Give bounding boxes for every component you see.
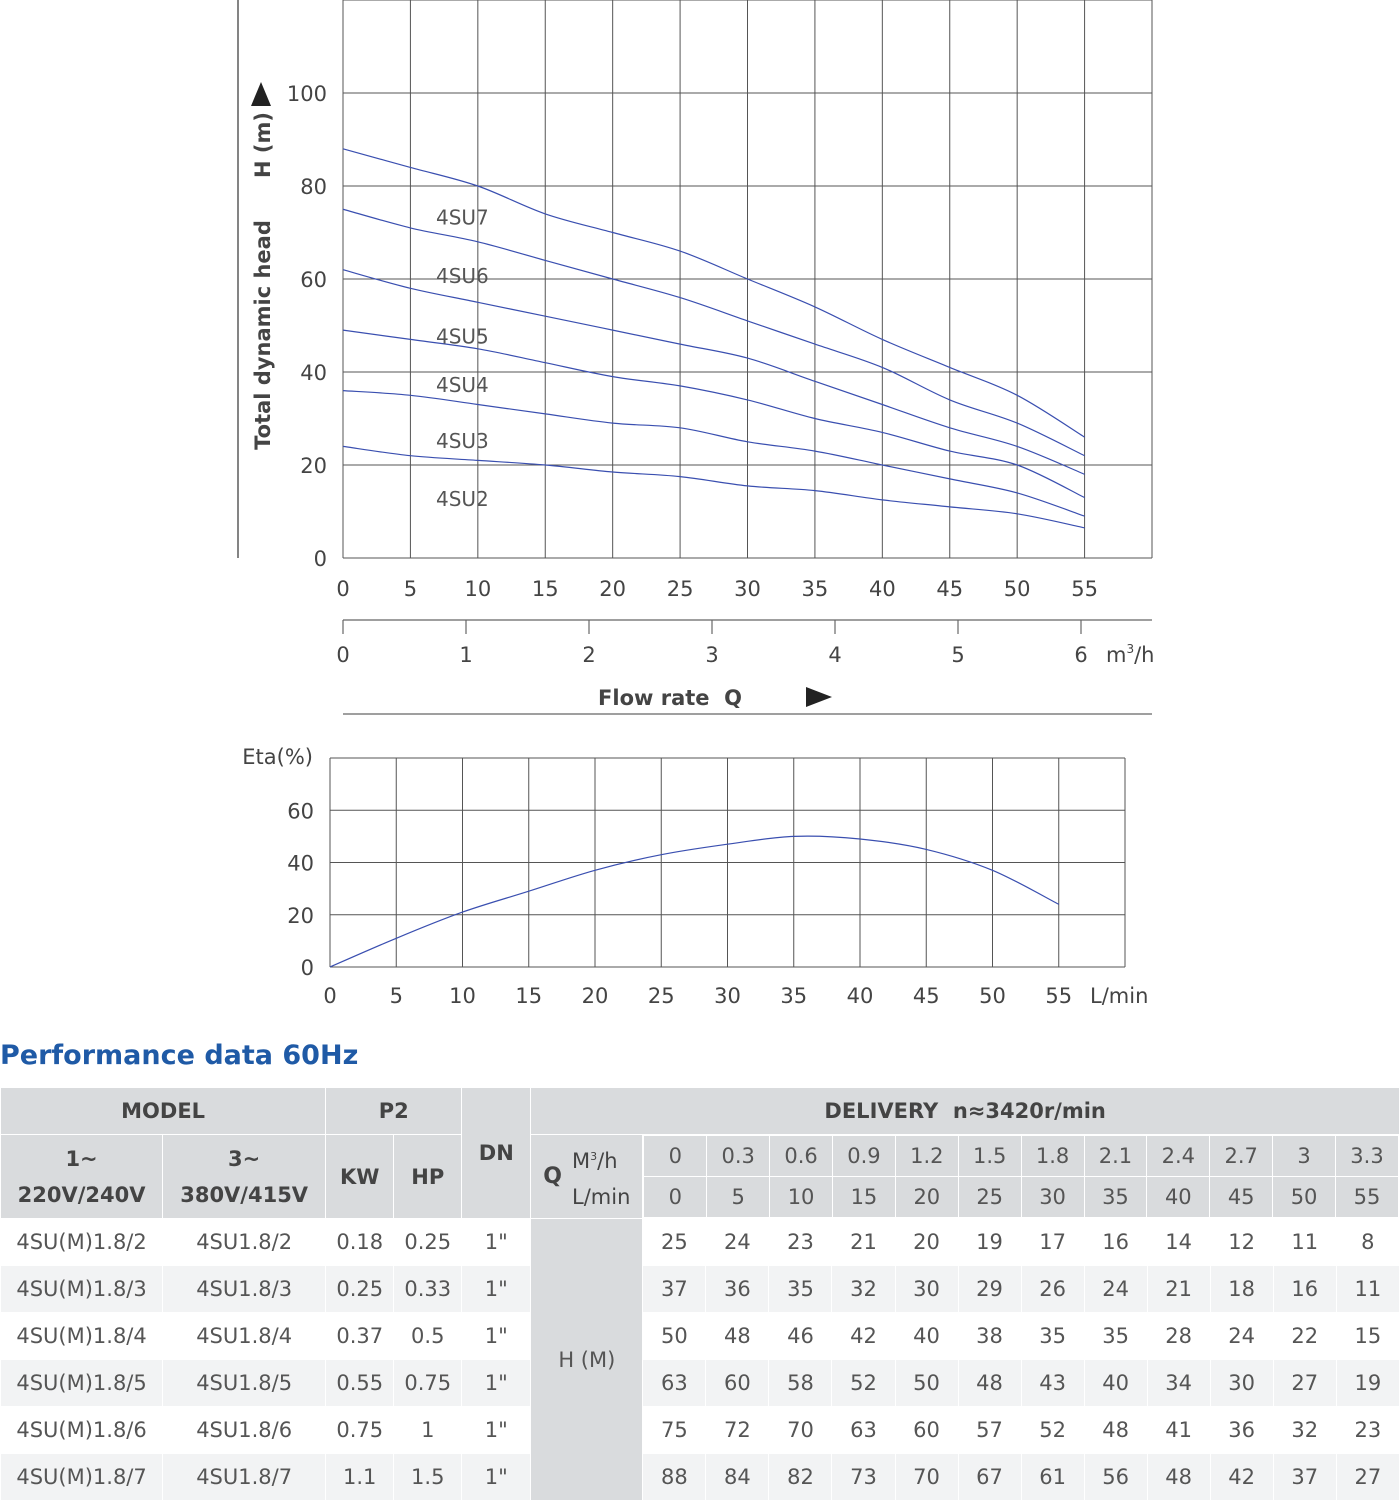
head-value: 41 [1147, 1407, 1210, 1454]
head-value: 34 [1147, 1360, 1210, 1407]
q-m3h-value: 2.1 [1084, 1136, 1147, 1177]
x-tick-label: 35 [801, 577, 829, 601]
x-tick-label: 25 [666, 577, 694, 601]
m3h-tick-label: 1 [459, 643, 473, 667]
head-value: 48 [706, 1313, 769, 1360]
head-chart-x-ticks [336, 577, 1098, 601]
m3h-axis-unit: $m^3/h$ [1106, 642, 1155, 667]
eta-chart-y-ticks [287, 799, 314, 980]
q-m3h-value: 0.3 [707, 1136, 770, 1177]
single-phase-voltage: 220V/240V [17, 1182, 146, 1207]
three-phase-symbol: 3~ [228, 1146, 261, 1171]
eta-y-tick-label: 20 [287, 903, 314, 928]
head-value: 15 [1336, 1313, 1399, 1360]
q-lmin-value: 30 [1021, 1177, 1084, 1218]
head-chart-y-label: Total dynamic head [251, 220, 275, 450]
power-hp: 1.5 [394, 1454, 462, 1501]
eta-x-tick-label: 20 [581, 984, 609, 1008]
y-tick-label: 80 [300, 175, 327, 199]
m3h-axis-ticks [336, 620, 1087, 667]
head-value: 25 [643, 1219, 706, 1266]
head-value: 38 [958, 1313, 1021, 1360]
head-value: 43 [1021, 1360, 1084, 1407]
head-value: 11 [1273, 1219, 1336, 1266]
head-value: 63 [643, 1360, 706, 1407]
eta-x-tick-label: 30 [714, 984, 741, 1008]
head-value: 32 [832, 1266, 895, 1313]
x-tick-label: 55 [1071, 577, 1098, 601]
head-value: 56 [1084, 1454, 1147, 1501]
q-lmin-value: 50 [1273, 1177, 1336, 1218]
model-single-phase: 4SU(M)1.8/4 [1, 1313, 163, 1360]
model-single-phase: 4SU(M)1.8/2 [1, 1219, 163, 1266]
eta-x-tick-label: 25 [647, 984, 675, 1008]
m3h-tick-label: 6 [1074, 643, 1088, 667]
q-m3h-row [644, 1136, 1399, 1177]
x-tick-label: 45 [936, 577, 964, 601]
q-lmin-value: 5 [707, 1177, 770, 1218]
q-m3h-value: 3.3 [1336, 1136, 1399, 1177]
head-value: 37 [1273, 1454, 1336, 1501]
q-lmin-value: 40 [1147, 1177, 1210, 1218]
q-m3h-value: 0.6 [770, 1136, 833, 1177]
head-value: 36 [706, 1266, 769, 1313]
m3h-tick-label: 3 [705, 643, 719, 667]
head-value: 70 [895, 1454, 958, 1501]
q-m3h-value: 0.9 [833, 1136, 896, 1177]
header-p2: P2 [326, 1088, 462, 1135]
head-value: 24 [1084, 1266, 1147, 1313]
head-value: 35 [1084, 1313, 1147, 1360]
head-value: 20 [895, 1219, 958, 1266]
power-kw: 1.1 [326, 1454, 394, 1501]
header-dn: DN [462, 1088, 531, 1219]
q-lmin-value: 0 [644, 1177, 707, 1218]
head-value: 50 [895, 1360, 958, 1407]
head-value: 14 [1147, 1219, 1210, 1266]
three-phase-voltage: 380V/415V [180, 1182, 309, 1207]
table-row [1, 1266, 1400, 1313]
head-value: 42 [832, 1313, 895, 1360]
model-single-phase: 4SU(M)1.8/3 [1, 1266, 163, 1313]
head-value: 23 [1336, 1407, 1399, 1454]
header-kw: KW [326, 1135, 394, 1219]
table-row [1, 1407, 1400, 1454]
head-value: 24 [706, 1219, 769, 1266]
outlet-dn: 1" [462, 1360, 531, 1407]
head-value: 46 [769, 1313, 832, 1360]
q-m3h-value: 2.4 [1147, 1136, 1210, 1177]
outlet-dn: 1" [462, 1219, 531, 1266]
eta-x-tick-label: 5 [389, 984, 403, 1008]
y-tick-label: 40 [300, 361, 327, 385]
header-q [531, 1135, 643, 1219]
eta-y-tick-label: 60 [287, 799, 314, 824]
model-three-phase: 4SU1.8/7 [163, 1454, 326, 1501]
outlet-dn: 1" [462, 1454, 531, 1501]
q-lmin-value: 15 [833, 1177, 896, 1218]
model-single-phase: 4SU(M)1.8/7 [1, 1454, 163, 1501]
x-tick-label: 15 [531, 577, 559, 601]
performance-table-body [1, 1219, 1400, 1501]
eta-x-tick-label: 0 [323, 984, 337, 1008]
m3h-tick-label: 5 [951, 643, 965, 667]
head-value: 37 [643, 1266, 706, 1313]
outlet-dn: 1" [462, 1407, 531, 1454]
curve-label-4su6: 4SU6 [436, 263, 489, 288]
q-symbol: Q [543, 1164, 562, 1189]
m3h-tick-label: 0 [336, 643, 350, 667]
eta-x-tick-label: 45 [912, 984, 940, 1008]
eta-x-tick-label: 15 [515, 984, 543, 1008]
head-value: 82 [769, 1454, 832, 1501]
head-value: 18 [1210, 1266, 1273, 1313]
x-tick-label: 0 [336, 577, 350, 601]
head-value: 40 [895, 1313, 958, 1360]
q-lmin-value: 10 [770, 1177, 833, 1218]
power-kw: 0.18 [326, 1219, 394, 1266]
x-tick-label: 10 [464, 577, 492, 601]
head-value: 84 [706, 1454, 769, 1501]
curve-label-4su2: 4SU2 [436, 487, 489, 512]
head-value: 73 [832, 1454, 895, 1501]
table-row [1, 1219, 1400, 1266]
head-value: 75 [643, 1407, 706, 1454]
header-hp: HP [394, 1135, 462, 1219]
head-value: 58 [769, 1360, 832, 1407]
eta-chart-x-ticks [323, 984, 1072, 1008]
eta-x-tick-label: 35 [780, 984, 808, 1008]
eta-chart-y-label: Eta(%) [242, 745, 313, 769]
curve-label-4su5: 4SU5 [436, 324, 489, 349]
x-tick-label: 5 [403, 577, 418, 601]
q-m3h-value: 1.2 [895, 1136, 958, 1177]
head-value: 8 [1336, 1219, 1399, 1266]
outlet-dn: 1" [462, 1313, 531, 1360]
head-value: 48 [958, 1360, 1021, 1407]
curve-label-4su7: 4SU7 [436, 205, 489, 230]
power-hp: 0.33 [394, 1266, 462, 1313]
head-value: 52 [832, 1360, 895, 1407]
outlet-dn: 1" [462, 1266, 531, 1313]
q-lmin-value: 35 [1084, 1177, 1147, 1218]
m3h-tick-label: 2 [582, 643, 596, 667]
x-tick-label: 50 [1003, 577, 1031, 601]
head-value: 42 [1210, 1454, 1273, 1501]
head-value: 88 [643, 1454, 706, 1501]
head-value: 24 [1210, 1313, 1273, 1360]
head-value: 35 [1021, 1313, 1084, 1360]
head-value: 11 [1336, 1266, 1399, 1313]
q-m3h-value: 0 [644, 1136, 707, 1177]
x-tick-label: 40 [868, 577, 896, 601]
q-m3h-value: 1.5 [958, 1136, 1021, 1177]
head-value: 61 [1021, 1454, 1084, 1501]
power-hp: 1 [394, 1407, 462, 1454]
q-unit-m3h: $M^3/h$ [572, 1148, 618, 1173]
q-m3h-value: 3 [1273, 1136, 1336, 1177]
head-value: 60 [706, 1360, 769, 1407]
head-value: 29 [958, 1266, 1021, 1313]
q-lmin-value: 55 [1336, 1177, 1399, 1218]
model-three-phase: 4SU1.8/4 [163, 1313, 326, 1360]
q-lmin-value: 45 [1210, 1177, 1273, 1218]
head-value: 26 [1021, 1266, 1084, 1313]
eta-x-tick-label: 10 [449, 984, 476, 1008]
head-value: 16 [1273, 1266, 1336, 1313]
head-value: 22 [1273, 1313, 1336, 1360]
q-lmin-row [644, 1177, 1399, 1218]
y-tick-label: 20 [300, 454, 327, 478]
x-tick-label: 30 [734, 577, 761, 601]
model-three-phase: 4SU1.8/2 [163, 1219, 326, 1266]
curve-4su4 [343, 330, 1085, 497]
head-value: 21 [1147, 1266, 1210, 1313]
table-row [1, 1360, 1400, 1407]
head-value: 67 [958, 1454, 1021, 1501]
model-single-phase: 4SU(M)1.8/6 [1, 1407, 163, 1454]
y-tick-label: 0 [313, 547, 327, 571]
q-lmin-value: 20 [895, 1177, 958, 1218]
curve-label-4su4: 4SU4 [436, 373, 489, 398]
section-title: Performance data 60Hz [0, 1040, 359, 1071]
q-m3h-value: 2.7 [1210, 1136, 1273, 1177]
head-value: 35 [769, 1266, 832, 1313]
head-value: 17 [1021, 1219, 1084, 1266]
q-m3h-value: 1.8 [1021, 1136, 1084, 1177]
head-value: 12 [1210, 1219, 1273, 1266]
power-hp: 0.5 [394, 1313, 462, 1360]
head-value: 60 [895, 1407, 958, 1454]
eta-x-tick-label: 50 [979, 984, 1006, 1008]
head-value: 28 [1147, 1313, 1210, 1360]
table-row [1, 1454, 1400, 1501]
head-value: 23 [769, 1219, 832, 1266]
head-value: 36 [1210, 1407, 1273, 1454]
q-values-header [643, 1135, 1400, 1219]
head-chart-y-unit: H (m) [251, 112, 275, 178]
head-value: 48 [1147, 1454, 1210, 1501]
x-axis-arrow-icon [806, 687, 832, 707]
header-delivery: DELIVERY n≈3420r/min [531, 1088, 1400, 1135]
head-value: 48 [1084, 1407, 1147, 1454]
head-value: 70 [769, 1407, 832, 1454]
header-single-phase [1, 1135, 163, 1219]
q-unit-lmin: L/min [572, 1184, 631, 1209]
head-value: 32 [1273, 1407, 1336, 1454]
eta-chart-curve [330, 836, 1059, 967]
head-chart-y-ticks [287, 82, 327, 571]
head-value: 19 [958, 1219, 1021, 1266]
head-value: 50 [643, 1313, 706, 1360]
efficiency-curve [330, 836, 1059, 967]
single-phase-symbol: 1~ [65, 1146, 98, 1171]
head-value: 57 [958, 1407, 1021, 1454]
head-value: 16 [1084, 1219, 1147, 1266]
x-tick-label: 20 [599, 577, 627, 601]
eta-chart-grid [330, 758, 1125, 967]
model-three-phase: 4SU1.8/3 [163, 1266, 326, 1313]
y-tick-label: 60 [300, 268, 327, 292]
power-kw: 0.55 [326, 1360, 394, 1407]
eta-x-tick-label: 55 [1045, 984, 1073, 1008]
head-chart-x-label: Flow rate Q [598, 686, 742, 710]
eta-y-tick-label: 0 [300, 956, 314, 980]
head-value: 27 [1336, 1454, 1399, 1501]
q-lmin-value: 25 [958, 1177, 1021, 1218]
head-value: 40 [1084, 1360, 1147, 1407]
eta-chart-x-unit: L/min [1090, 984, 1149, 1008]
y-tick-label: 100 [286, 82, 327, 106]
table-row [1, 1313, 1400, 1360]
head-value: 21 [832, 1219, 895, 1266]
power-kw: 0.75 [326, 1407, 394, 1454]
model-single-phase: 4SU(M)1.8/5 [1, 1360, 163, 1407]
y-axis-arrow-icon [251, 82, 271, 106]
power-kw: 0.25 [326, 1266, 394, 1313]
head-value: 30 [895, 1266, 958, 1313]
m3h-tick-label: 4 [828, 643, 842, 667]
head-value: 30 [1210, 1360, 1273, 1407]
head-value: 19 [1336, 1360, 1399, 1407]
power-kw: 0.37 [326, 1313, 394, 1360]
curve-label-4su3: 4SU3 [436, 428, 489, 453]
model-three-phase: 4SU1.8/5 [163, 1360, 326, 1407]
eta-x-tick-label: 40 [846, 984, 874, 1008]
model-three-phase: 4SU1.8/6 [163, 1407, 326, 1454]
head-value: 72 [706, 1407, 769, 1454]
eta-y-tick-label: 40 [287, 851, 314, 876]
head-value: 27 [1273, 1360, 1336, 1407]
header-model: MODEL [1, 1088, 326, 1135]
power-hp: 0.75 [394, 1360, 462, 1407]
power-hp: 0.25 [394, 1219, 462, 1266]
head-value: 63 [832, 1407, 895, 1454]
performance-table [0, 1087, 1400, 1501]
head-value: 52 [1021, 1407, 1084, 1454]
head-label: H (M) [531, 1219, 643, 1501]
header-three-phase [163, 1135, 326, 1219]
